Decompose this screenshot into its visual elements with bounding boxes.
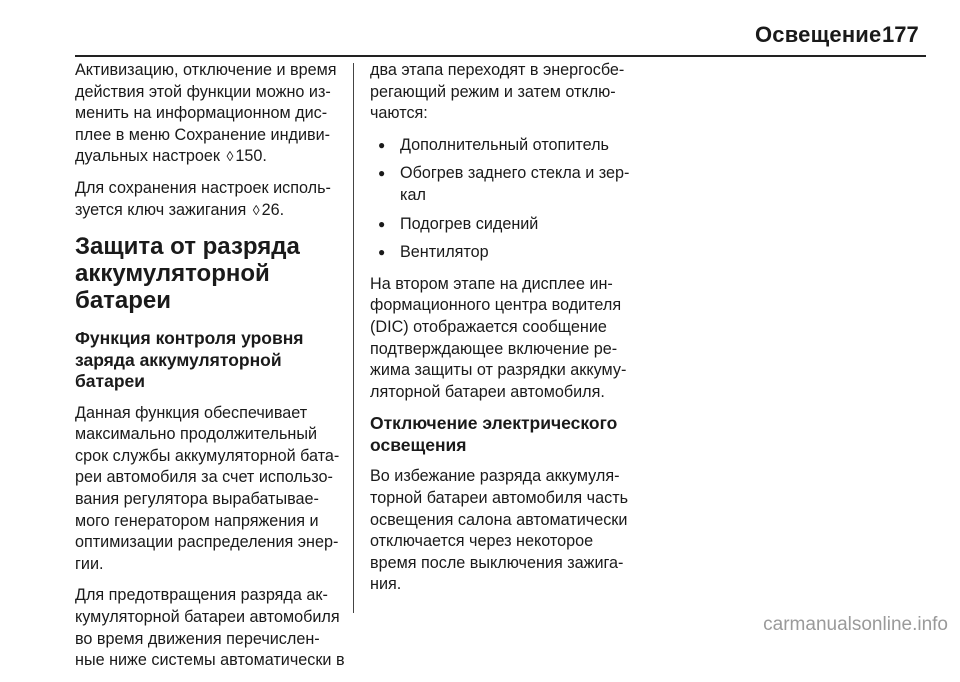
page-number: 177 bbox=[882, 22, 919, 47]
column-divider bbox=[353, 63, 354, 613]
paragraph-ignition-key: Для сохранения настроек исполь-зуется ключ зажигания ◊ 26. bbox=[75, 178, 331, 219]
page-ref-icon: ◊ bbox=[252, 201, 260, 218]
subsection-heading: Функция контроля уровня заряда аккумуляторной батареи bbox=[75, 328, 304, 392]
paragraph-settings: Активизацию, отключение и время действия этой функции можно из-менить на информационном дис-плее в меню Сохранение индиви-дуальных настроек ◊ 150. bbox=[75, 61, 337, 166]
subsection-heading: Отключение электрического освещения bbox=[370, 413, 618, 455]
list-item: ● Вентилятор bbox=[370, 242, 640, 264]
watermark: carmanualsonline.info bbox=[763, 614, 948, 635]
left-column bbox=[75, 60, 347, 682]
header-rule bbox=[75, 55, 926, 57]
paragraph-dic-message: На втором этапе на дисплее ин-формационного центра водителя (DIC) отображается сообщение подтверждающее включение ре-жима защиты от разрядки аккуму-ляторной батареи автомобиля. bbox=[370, 274, 627, 401]
page-ref-icon: ◊ bbox=[226, 148, 234, 165]
page-ref-link[interactable]: 26. bbox=[261, 200, 285, 219]
paragraph-prevention: Для предотвращения разряда ак-кумуляторной батареи автомобиля во время движения перечислен-ные ниже системы автоматически в bbox=[75, 586, 345, 670]
paragraph-intro: два этапа переходят в энергосбе-регающий режим и затем отклю-чаются: bbox=[370, 61, 625, 123]
list-item: ● Дополнительный отопитель bbox=[370, 135, 640, 157]
page-header bbox=[0, 0, 960, 62]
right-column bbox=[370, 60, 640, 606]
paragraph-function: Данная функция обеспечивает максимально продолжительный срок службы аккумуляторной бата-реи автомобиля за счет использо-вания регулятора вырабатывае-мого генератором напряжения и оптимизации распределения энер-гии. bbox=[75, 403, 340, 573]
page-section-title: Освещение bbox=[755, 22, 882, 47]
list-item: ● Обогрев заднего стекла и зер-кал bbox=[370, 163, 640, 206]
systems-list bbox=[370, 135, 640, 264]
paragraph-lighting-off: Во избежание разряда аккумуля-торной батареи автомобиля часть освещения салона автоматически отключается через некоторое время после выключения зажига-ния. bbox=[370, 467, 629, 594]
list-item: ● Подогрев сидений bbox=[370, 214, 640, 236]
page-ref-link[interactable]: 150. bbox=[235, 147, 267, 166]
section-heading: Защита от разряда аккумуляторной батареи bbox=[75, 233, 300, 315]
